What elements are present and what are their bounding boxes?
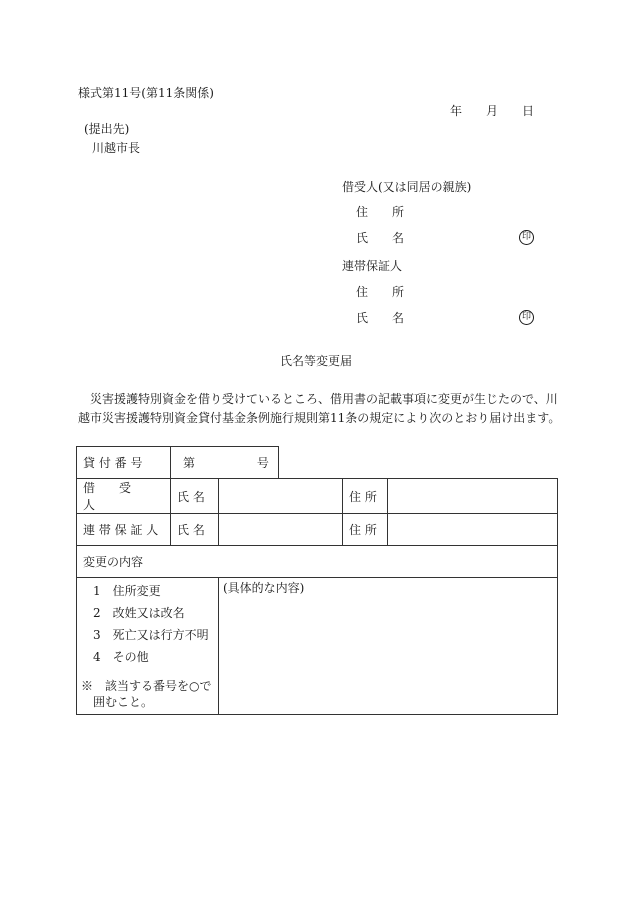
table-row-change-content [77, 578, 558, 715]
guarantor-block-title: 連帯保証人 [342, 259, 403, 273]
borrower-address-field[interactable] [388, 479, 558, 514]
borrower-address-col-label: 住 所 [343, 479, 388, 514]
guarantor-row-label: 連 帯 保 証 人 [77, 514, 171, 546]
table-row-change-header [77, 546, 558, 578]
change-option-1[interactable]: 1 住所変更 [93, 584, 161, 598]
guarantor-name-col-label: 氏 名 [171, 514, 219, 546]
loan-number-label: 貸 付 番 号 [77, 447, 171, 479]
borrower-seal-mark: 印 [519, 230, 534, 245]
loan-number-table [76, 446, 279, 479]
form-number: 様式第11号(第11条関係) [78, 86, 214, 100]
submit-to-label: (提出先) [84, 122, 130, 136]
borrower-name-label: 氏 名 [356, 231, 405, 245]
date-day: 日 [522, 104, 535, 118]
change-option-2[interactable]: 2 改姓又は改名 [93, 606, 185, 620]
change-option-4[interactable]: 4 その他 [93, 650, 149, 664]
guarantor-name-field[interactable] [219, 514, 343, 546]
change-details-label: (具体的な内容) [223, 581, 305, 595]
document-title: 氏名等変更届 [280, 354, 353, 368]
change-details-cell[interactable] [219, 578, 558, 715]
guarantor-address-label: 住 所 [356, 285, 405, 299]
borrower-block-title: 借受人(又は同居の親族) [342, 180, 472, 194]
loan-number-suffix: 号 [256, 456, 269, 470]
guarantor-address-col-label: 住 所 [343, 514, 388, 546]
borrower-name-col-label: 氏 名 [171, 479, 219, 514]
borrower-address-label: 住 所 [356, 205, 405, 219]
guarantor-address-field[interactable] [388, 514, 558, 546]
note-line-1: ※ 該当する番号を○で [81, 679, 212, 693]
main-table [76, 478, 558, 715]
submit-to-value: 川越市長 [92, 141, 141, 155]
guarantor-seal-mark: 印 [519, 310, 534, 325]
table-row-guarantor [77, 514, 558, 546]
loan-number-field[interactable] [171, 447, 279, 479]
loan-number-prefix: 第 [183, 456, 196, 470]
change-options-cell [77, 578, 219, 715]
note-line-2: 囲むこと。 [93, 695, 154, 709]
body-line-1: 災害援護特別資金を借り受けているところ、借用書の記載事項に変更が生じたので、川 [78, 392, 558, 406]
borrower-row-label: 借 受 人 [77, 479, 171, 514]
table-row-borrower [77, 479, 558, 514]
change-header: 変更の内容 [77, 546, 558, 578]
guarantor-name-label: 氏 名 [356, 311, 405, 325]
change-option-3[interactable]: 3 死亡又は行方不明 [93, 628, 209, 642]
date-month: 月 [486, 104, 499, 118]
body-line-2: 越市災害援護特別資金貸付基金条例施行規則第11条の規定により次のとおり届け出ます。 [78, 411, 561, 425]
borrower-name-field[interactable] [219, 479, 343, 514]
date-year: 年 [450, 104, 463, 118]
